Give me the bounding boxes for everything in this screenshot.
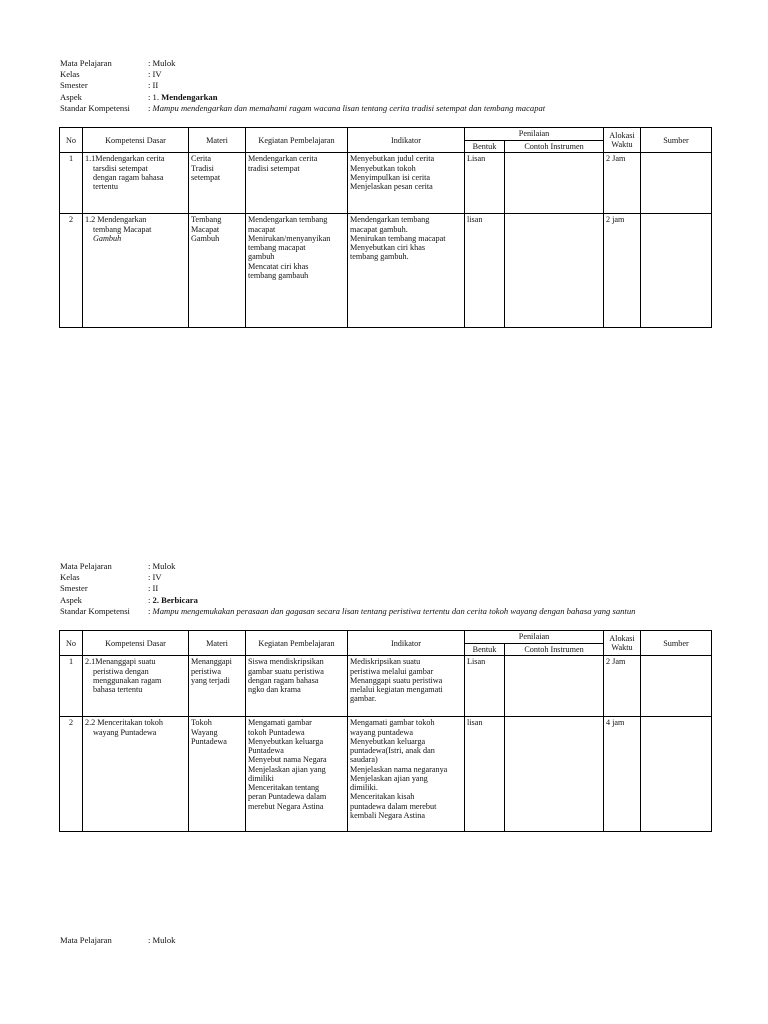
aspek-label: Aspek [60, 92, 82, 102]
cell-line: Tembang [191, 215, 222, 225]
cell-line: 1.2 Mendengarkan [85, 215, 147, 225]
semester-value: : II [148, 80, 159, 90]
cell-line: peristiwa melalui gambar [350, 666, 434, 676]
kelas-label: Kelas [60, 572, 80, 582]
cell-line: Menyebut nama Negara [248, 755, 327, 765]
standar-kompetensi-label: Standar Kompetensi [60, 606, 130, 616]
mata-pelajaran-label: Mata Pelajaran [60, 58, 112, 68]
col-indikator: Indikator [348, 631, 465, 656]
cell-indikator [348, 153, 465, 214]
col-penilaian: Penilaian [465, 631, 604, 644]
semester-value: : II [148, 583, 159, 593]
cell-line: tembang gambauh [248, 270, 309, 280]
cell-line: peristiwa dengan [93, 666, 149, 676]
cell-alokasi: 4 jam [604, 717, 641, 832]
table-row [60, 656, 712, 717]
cell-line: Menceritakan kisah [350, 792, 415, 802]
col-indikator: Indikator [348, 128, 465, 153]
cell-line: Puntadewa [248, 746, 284, 756]
cell-line: Menanggapi suatu peristiwa [350, 675, 443, 685]
cell-line: tarsdisi setempat [93, 163, 148, 173]
section-header [0, 58, 768, 116]
cell-line: Menjelaskan ajian yang [248, 764, 326, 774]
cell-alokasi: 2 Jam [604, 656, 641, 717]
mata-pelajaran-value: : Mulok [148, 935, 176, 945]
table-row [60, 214, 712, 328]
cell-contoh-instrumen [505, 153, 604, 214]
cell-line: gambuh [248, 252, 275, 262]
col-materi: Materi [189, 128, 246, 153]
cell-line: Menjelaskan ajian yang [350, 773, 428, 783]
cell-line: gambar suatu peristiwa [248, 666, 324, 676]
kelas-value: : IV [148, 69, 162, 79]
cell-line: wayang puntadewa [350, 727, 413, 737]
col-kegiatan: Kegiatan Pembelajaran [246, 631, 348, 656]
col-bentuk: Bentuk [465, 141, 505, 153]
cell-line: 1.1Mendengarkan cerita [85, 154, 165, 164]
cell-indikator [348, 656, 465, 717]
table-header-row [60, 631, 712, 644]
table-row [60, 153, 712, 214]
cell-kompetensi-dasar [83, 214, 189, 328]
cell-bentuk: Lisan [465, 153, 505, 214]
cell-line: setempat [191, 172, 221, 182]
col-alokasi: Alokasi Waktu [604, 631, 641, 656]
cell-line: macapat [248, 224, 276, 234]
cell-bentuk: lisan [465, 717, 505, 832]
cell-line: Cerita [191, 154, 212, 164]
cell-kegiatan [246, 214, 348, 328]
cell-line: dimiliki [248, 773, 274, 783]
col-bentuk: Bentuk [465, 644, 505, 656]
cell-indikator [348, 717, 465, 832]
aspek-prefix: : [148, 595, 153, 605]
cell-line: Mediskripsikan suatu [350, 657, 421, 667]
table-header-row [60, 128, 712, 141]
table-row [60, 717, 712, 832]
standar-kompetensi-label: Standar Kompetensi [60, 103, 130, 113]
cell-line: Menirukan/menyanyikan [248, 233, 331, 243]
cell-bentuk: Lisan [465, 656, 505, 717]
cell-kegiatan [246, 153, 348, 214]
cell-line: Menyebutkan keluarga [350, 736, 426, 746]
cell-materi [189, 214, 246, 328]
cell-line: Menjelaskan nama negaranya [350, 764, 448, 774]
aspek-value-wrap [148, 595, 198, 605]
cell-contoh-instrumen [505, 717, 604, 832]
cell-sumber [641, 656, 712, 717]
aspek-value: Mendengarkan [161, 92, 218, 102]
cell-line: Mengamati gambar [248, 718, 312, 728]
col-contoh-instrumen: Contoh Instrumen [505, 644, 604, 656]
cell-kegiatan [246, 656, 348, 717]
cell-line: Menyebutkan tokoh [350, 163, 416, 173]
kelas-value: : IV [148, 572, 162, 582]
cell-line: tokoh Puntadewa [248, 727, 305, 737]
cell-line: Menyebutkan keluarga [248, 736, 324, 746]
cell-no: 1 [60, 153, 83, 214]
mata-pelajaran-label: Mata Pelajaran [60, 561, 112, 571]
cell-line: ngko dan krama [248, 685, 301, 695]
cell-line: tembang Macapat [93, 224, 152, 234]
col-sumber: Sumber [641, 128, 712, 153]
cell-line: tembang gambuh. [350, 252, 409, 262]
cell-line: gambar. [350, 694, 377, 704]
cell-line: dimiliki. [350, 783, 378, 793]
cell-line: Menyimpulkan isi cerita [350, 172, 431, 182]
semester-label: Smester [60, 80, 88, 90]
col-no: No [60, 128, 83, 153]
cell-line: Menceritakan tentang [248, 783, 320, 793]
cell-kompetensi-dasar [83, 717, 189, 832]
standar-kompetensi-value: Mampu mendengarkan dan memahami ragam wacana lisan tentang cerita tradisi setempat dan tembang macapat [152, 103, 546, 113]
cell-no: 2 [60, 214, 83, 328]
standar-kompetensi-wrap [148, 606, 635, 616]
cell-line: 2.1Menanggapi suatu [85, 657, 156, 667]
cell-line: Mendengarkan tembang [248, 215, 328, 225]
cell-line: peran Puntadewa dalam [248, 792, 327, 802]
cell-line: Siswa mendiskripsikan [248, 657, 324, 667]
col-alokasi: Alokasi Waktu [604, 128, 641, 153]
cell-line: macapat gambuh. [350, 224, 408, 234]
cell-line: Menyebutkan judul cerita [350, 154, 435, 164]
cell-line: wayang Puntadewa [93, 727, 157, 737]
col-no: No [60, 631, 83, 656]
cell-line: puntadewa(Istri, anak dan [350, 746, 435, 756]
cell-line: Tradisi [191, 163, 214, 173]
section-header [0, 561, 768, 619]
semester-label: Smester [60, 583, 88, 593]
cell-line: melalui kegiatan mengamati [350, 685, 443, 695]
sk-prefix: : [148, 606, 153, 616]
cell-sumber [641, 214, 712, 328]
mata-pelajaran-value: : Mulok [148, 561, 176, 571]
cell-indikator [348, 214, 465, 328]
cell-line: Menirukan tembang macapat [350, 233, 446, 243]
cell-no: 1 [60, 656, 83, 717]
silabus-table [59, 127, 712, 328]
cell-materi [189, 656, 246, 717]
cell-line: kembali Negara Astina [350, 810, 426, 820]
cell-line: Gambuh [191, 233, 220, 243]
col-contoh-instrumen: Contoh Instrumen [505, 141, 604, 153]
sk-prefix: : [148, 103, 153, 113]
cell-line: 2.2 Menceritakan tokoh [85, 718, 163, 728]
cell-sumber [641, 153, 712, 214]
aspek-label: Aspek [60, 595, 82, 605]
col-sumber: Sumber [641, 631, 712, 656]
col-kompetensi-dasar: Kompetensi Dasar [83, 128, 189, 153]
cell-bentuk: lisan [465, 214, 505, 328]
cell-line: puntadewa dalam merebut [350, 801, 437, 811]
cell-alokasi: 2 Jam [604, 153, 641, 214]
cell-line: tradisi setempat [248, 163, 300, 173]
cell-line: Mendengarkan tembang [350, 215, 430, 225]
cell-line: Gambuh [93, 233, 122, 243]
cell-contoh-instrumen [505, 656, 604, 717]
cell-sumber [641, 717, 712, 832]
aspek-prefix: : 1. [148, 92, 162, 102]
cell-line: tembang macapat [248, 243, 306, 253]
cell-kompetensi-dasar [83, 153, 189, 214]
cell-contoh-instrumen [505, 214, 604, 328]
cell-line: dengan ragam bahasa [93, 172, 164, 182]
cell-line: merebut Negara Astina [248, 801, 324, 811]
silabus-table [59, 630, 712, 832]
cell-line: Tokoh [191, 718, 212, 728]
kelas-label: Kelas [60, 69, 80, 79]
cell-alokasi: 2 jam [604, 214, 641, 328]
cell-line: yang terjadi [191, 675, 230, 685]
cell-kegiatan [246, 717, 348, 832]
standar-kompetensi-wrap [148, 103, 545, 113]
cell-line: bahasa tertentu [93, 685, 143, 695]
cell-kompetensi-dasar [83, 656, 189, 717]
cell-line: menggunakan ragam [93, 675, 162, 685]
cell-line: peristiwa [191, 666, 222, 676]
cell-line: Puntadewa [191, 736, 227, 746]
standar-kompetensi-value: Mampu mengemukakan perasaan dan gagasan secara lisan tentang peristiwa tertentu dan cerita tokoh wayang dengan bahasa yang santun [152, 606, 636, 616]
cell-line: Macapat [191, 224, 220, 234]
mata-pelajaran-value: : Mulok [148, 58, 176, 68]
cell-no: 2 [60, 717, 83, 832]
cell-line: dengan ragam bahasa [248, 675, 319, 685]
col-kegiatan: Kegiatan Pembelajaran [246, 128, 348, 153]
cell-line: saudara) [350, 755, 378, 765]
rpp-section-1 [0, 58, 768, 280]
cell-line: Wayang [191, 727, 218, 737]
cell-materi [189, 153, 246, 214]
mata-pelajaran-label: Mata Pelajaran [60, 935, 112, 945]
col-kompetensi-dasar: Kompetensi Dasar [83, 631, 189, 656]
cell-materi [189, 717, 246, 832]
cell-line: Mendengarkan cerita [248, 154, 318, 164]
cell-line: Menanggapi [191, 657, 232, 667]
cell-line: tertentu [93, 182, 119, 192]
cell-line: Menyebutkan ciri khas [350, 243, 426, 253]
cell-line: Mengamati gambar tokoh [350, 718, 435, 728]
aspek-value-wrap [148, 92, 217, 102]
col-penilaian: Penilaian [465, 128, 604, 141]
cell-line: Mencatat ciri khas [248, 261, 309, 271]
aspek-value: 2. Berbicara [152, 595, 198, 605]
cell-line: Menjelaskan pesan cerita [350, 182, 433, 192]
rpp-section-2 [0, 561, 768, 820]
col-materi: Materi [189, 631, 246, 656]
